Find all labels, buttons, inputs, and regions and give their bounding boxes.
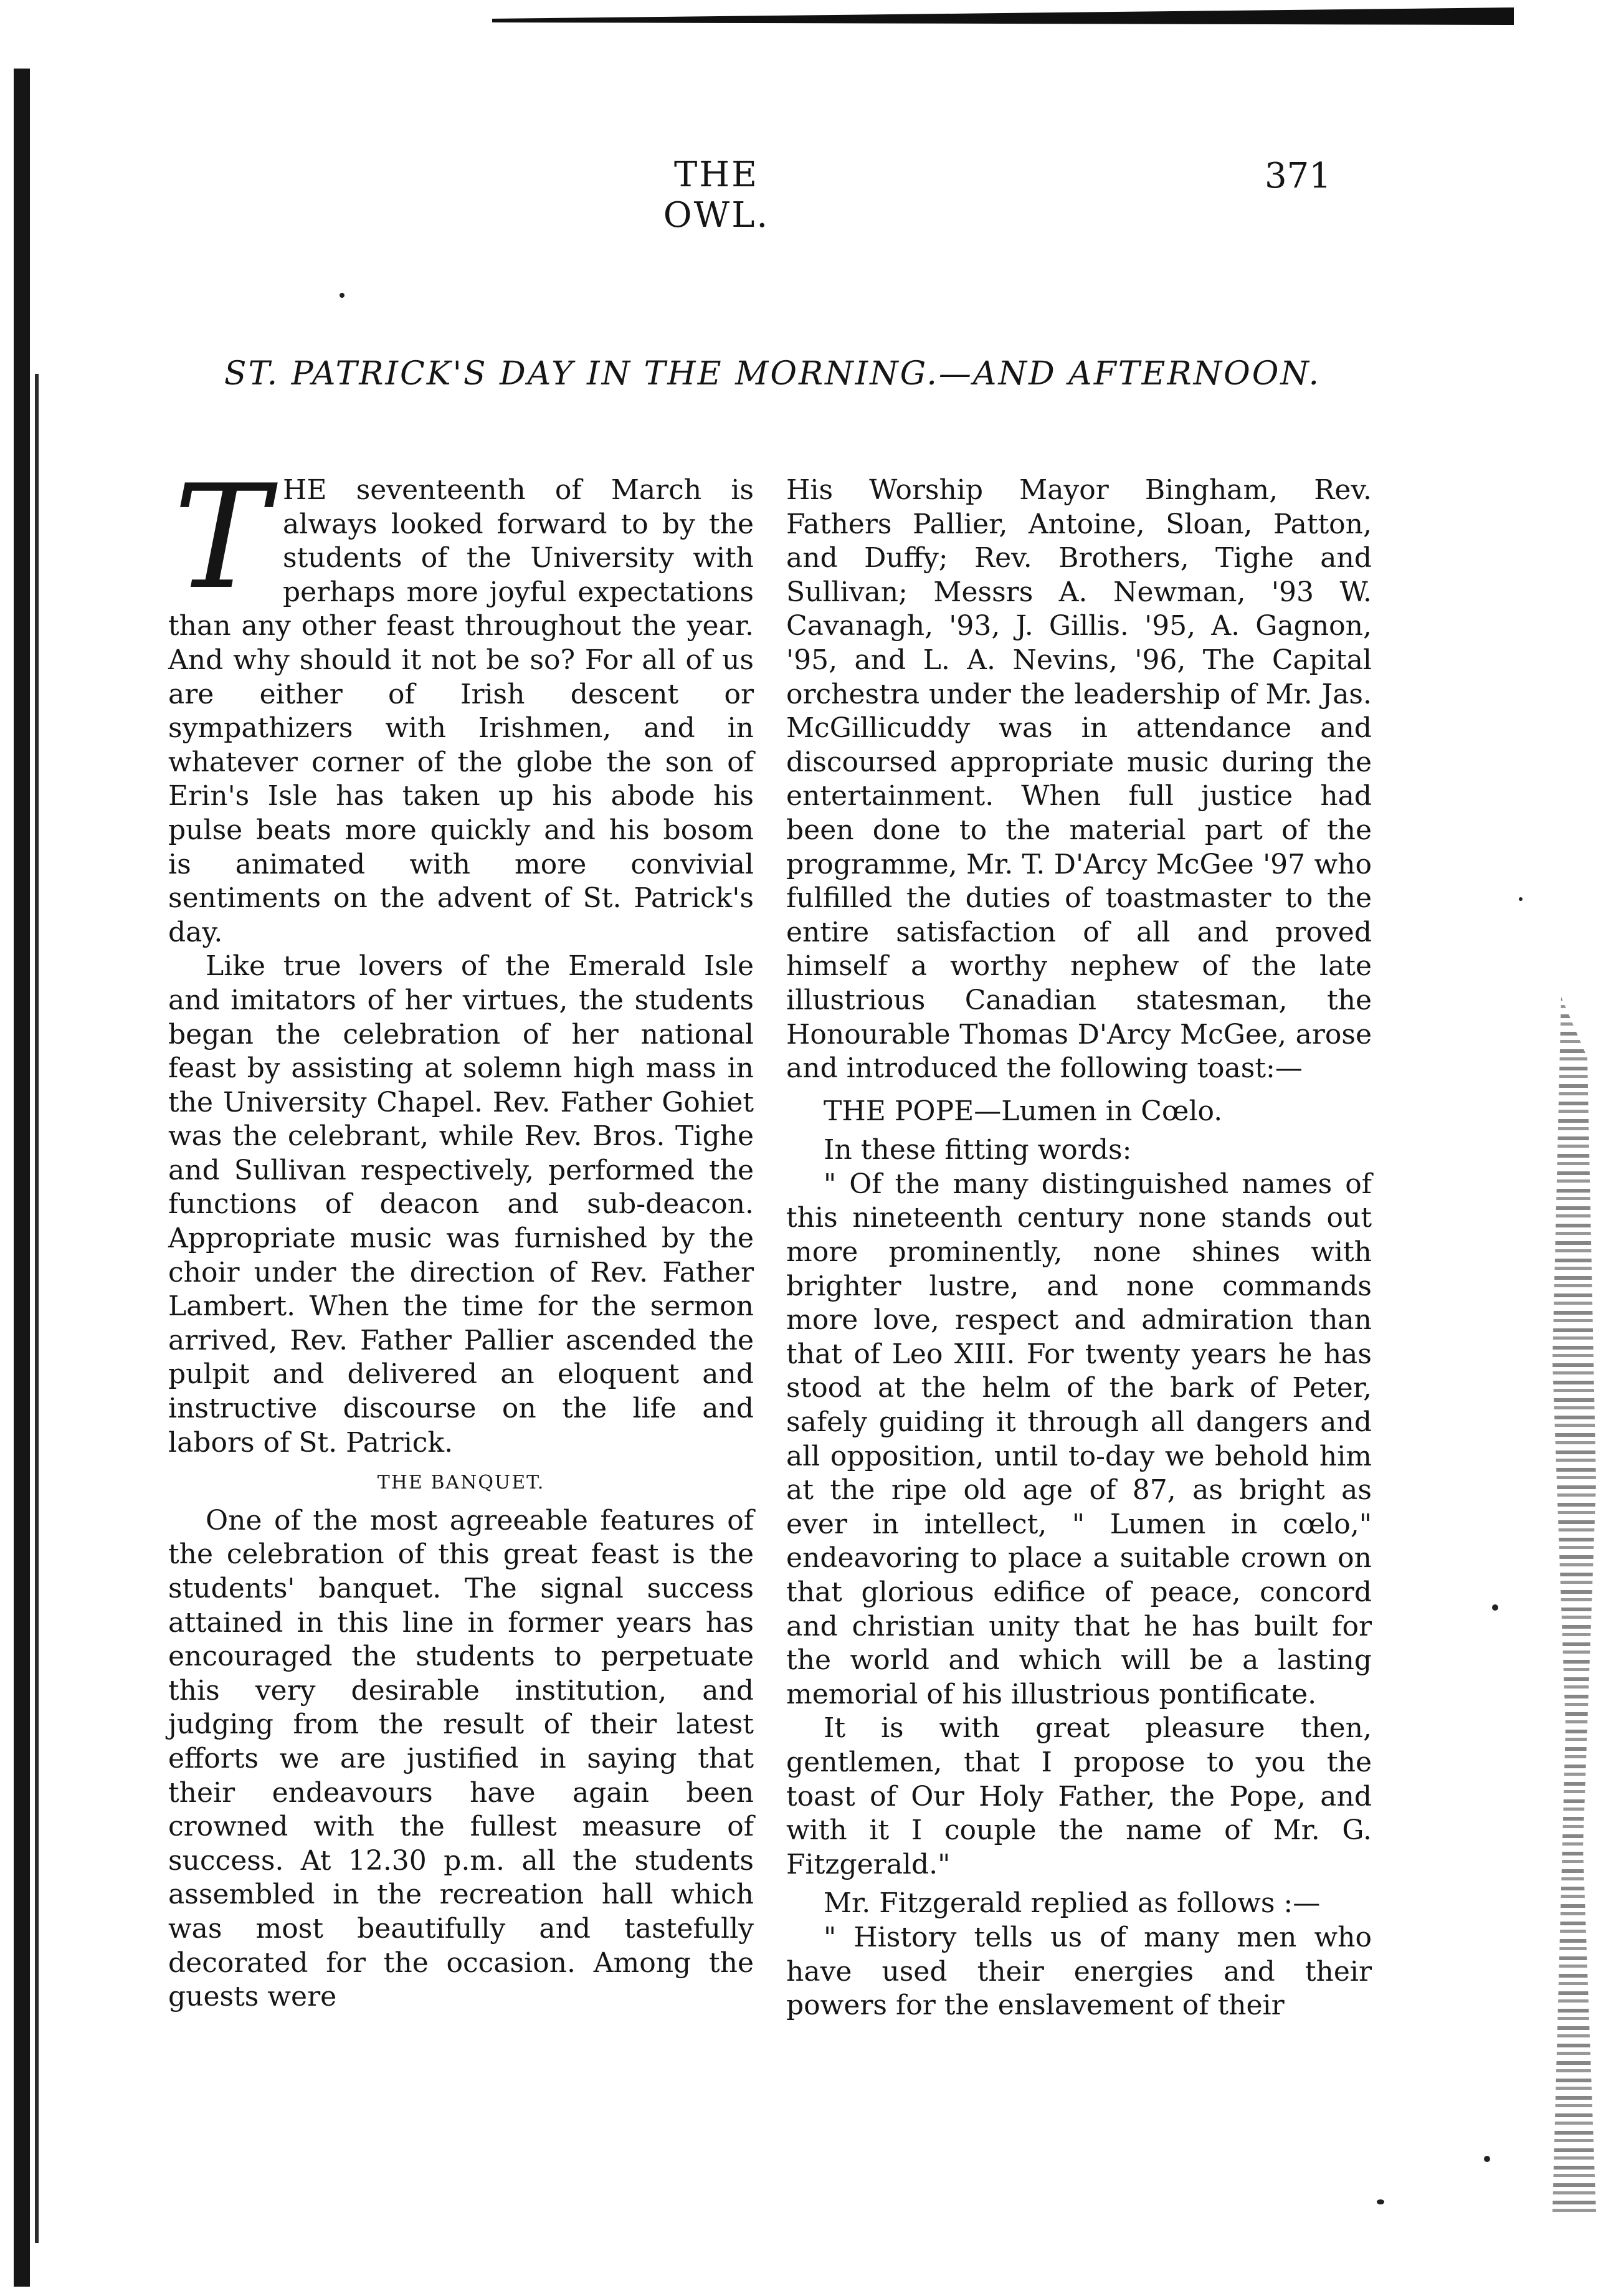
paragraph: HE seventeenth of March is always looked forward to by the students of the University with perhaps more joyful expectations than any other feast throughout the year. And why should it not be so? For all of us are either of Irish descent or sympathizers with Irishmen, and in whatever corner of the globe the son of Erin's Isle has taken up his abode his pulse beats more quickly and his bosom is animated with more convivial sentiments on the advent of St. Patrick's day.: [168, 474, 754, 948]
page-number: 371: [1265, 156, 1331, 196]
drop-cap: T: [173, 455, 269, 621]
paragraph: In these fitting words:: [824, 1134, 1132, 1166]
speck: [1492, 1604, 1498, 1611]
top-border-rule: [492, 0, 1514, 25]
speck: [1484, 2156, 1490, 2162]
left-binding-edge: [14, 69, 30, 2287]
speck: [1519, 897, 1523, 901]
quote-paragraph: " History tells us of many men who have used their energies and their powers for the enslavement of their: [786, 1921, 1372, 2022]
paragraph: His Worship Mayor Bingham, Rev. Fathers Pallier, Antoine, Sloan, Patton, and Duffy; Rev. Brothers, Tighe and Sullivan; Messrs A. Newman, '93 W. Cavanagh, '93, J. Gillis. '95, A. Gagnon, '95, and L. A. Nevins, '96, The Capital orchestra under the leadership of Mr. Jas. McGillicuddy was in attendance and discoursed appropriate music during the entertainment. When full justice had been done to the material part of the programme, Mr. T. D'Arcy McGee '97 who fulfilled the duties of toastmaster to the entire satisfaction of all and proved himself a worthy nephew of the late illustrious Canadian statesman, the Honourable Thomas D'Arcy McGee, arose and introduced the following toast:—: [786, 474, 1372, 1085]
running-title: THE OWL.: [663, 155, 770, 236]
left-column: [168, 455, 754, 2014]
quote-paragraph: " Of the many distinguished names of this nineteenth century none stands out more prominently, none shines with brighter lustre, and none commands more love, respect and admiration than that of Leo XIII. For twenty years he has stood at the helm of the bark of Peter, safely guiding it through all dangers and all opposition, until to-day we behold him at the ripe old age of 87, as bright as ever in intellect, " Lumen in cœlo," endeavoring to place a suitable crown on that glorious edifice of peace, concord and christian unity that he has built for the world and which will be a lasting memorial of his illustrious pontificate.: [786, 1168, 1372, 1710]
left-binding-shadow: [35, 374, 39, 2243]
paragraph: One of the most agreeable features of the celebration of this great feast is the students' banquet. The signal success attained in this line in former years has encouraged the students to perpetuate this very desirable institution, and judging from the result of their latest efforts we are justified in saying that their endeavours have again been crowned with the fullest measure of success. At 12.30 p.m. all the students assembled in the recreation hall which was most beautifully and tastefully decorated for the occasion. Among the guests were: [168, 1504, 754, 2013]
paragraph: Like true lovers of the Emerald Isle and imitators of her virtues, the students began the celebration of her national feast by assisting at solemn high mass in the University Chapel. Rev. Father Gohiet was the celebrant, while Rev. Bros. Tighe and Sullivan respectively, performed the functions of deacon and sub-deacon. Appropriate music was furnished by the choir under the direction of Rev. Father Lambert. When the time for the sermon arrived, Rev. Father Pallier ascended the pulpit and delivered an eloquent and instructive discourse on the life and labors of St. Patrick.: [168, 950, 754, 1459]
speck: [1377, 2199, 1384, 2204]
right-column: [786, 474, 1372, 2023]
right-edge-scan-noise: [1552, 997, 1596, 2212]
toast-heading: THE POPE—Lumen in Cœlo.: [824, 1095, 1223, 1127]
section-subheading: THE BANQUET.: [377, 1472, 545, 1494]
paragraph: Mr. Fitzgerald replied as follows :—: [824, 1887, 1321, 1920]
speck: [340, 293, 345, 298]
article-title: ST. PATRICK'S DAY IN THE MORNING.—AND AFTERNOON.: [224, 355, 1321, 393]
quote-paragraph: It is with great pleasure then, gentlemen, that I propose to you the toast of Our Holy Father, the Pope, and with it I couple the name of Mr. G. Fitzgerald.": [786, 1712, 1372, 1880]
